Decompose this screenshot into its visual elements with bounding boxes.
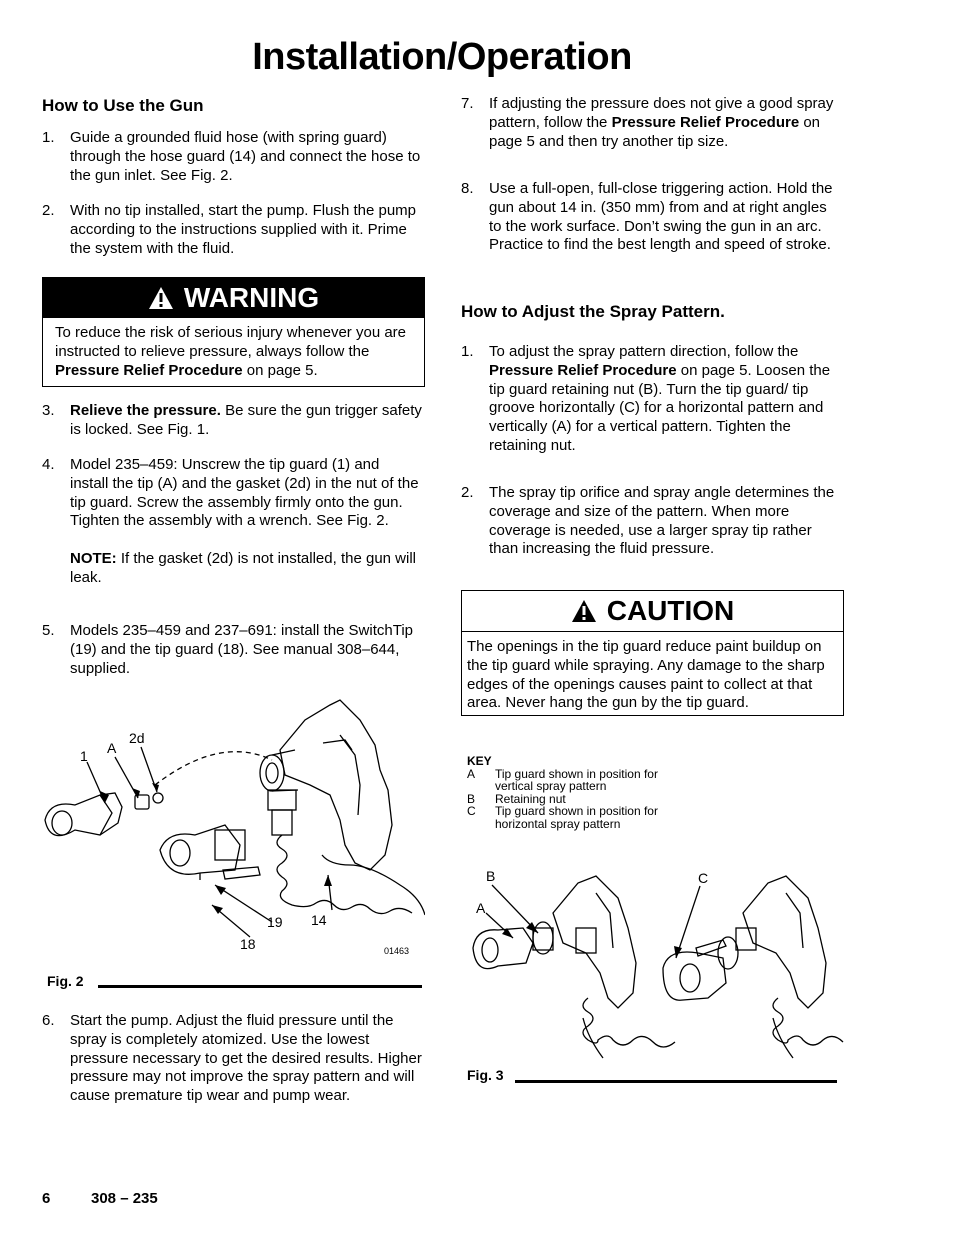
key-letter: C (467, 804, 476, 818)
caution-text: The openings in the tip guard reduce paint buildup on the tip guard while spraying. Any damage to the sharp edges of the openings causes paint to collect at that area. Never hang the gun by the tip guard. (467, 638, 825, 712)
note-label: NOTE: (70, 549, 117, 567)
step-number: 2. (42, 202, 55, 219)
step-text: Model 235–459: Unscrew the tip guard (1) and install the tip (A) and the gasket (2d) in the nut of the tip guard. Screw the assembly firmly onto the gun. Tighten the assembly with a wrench. See Fig. 2. (70, 456, 419, 530)
step-number: 1. (461, 343, 474, 360)
caution-triangle-icon (571, 599, 597, 623)
step-number: 1. (42, 129, 55, 146)
warning-triangle-icon (148, 286, 174, 310)
fig2-label-14: 14 (311, 912, 327, 928)
step-text-b: on page 5. Loosen the tip guard retaining nut (B). Turn the tip guard/ tip groove horizontally (C) for a horizontal pattern and vertically (A) for a vertical pattern. Tighten the retaining nut. (489, 361, 831, 454)
footer-page-number: 6 (42, 1190, 51, 1207)
fig2-label-19: 19 (267, 914, 283, 930)
step-text: The spray tip orifice and spray angle determines the coverage and size of the pattern. When more coverage is needed, use a larger spray tip rather than increasing the fluid pressure. (489, 484, 835, 558)
step-text: Models 235–459 and 237–691: install the SwitchTip (19) and the tip guard (18). See manual 308–644, supplied. (70, 622, 414, 677)
key-item (467, 768, 677, 793)
note-text: If the gasket (2d) is not installed, the gun will leak. (70, 549, 416, 586)
step-text: Use a full-open, full-close triggering action. Hold the gun about 14 in. (350 mm) from and at right angles to the work surface. Don’t swing the gun in an arc. Practice to find the best length and speed of stroke. (489, 180, 833, 254)
step-bold: Pressure Relief Procedure (611, 113, 800, 131)
fig3-caption: Fig. 3 (467, 1067, 504, 1083)
warning-title-text: WARNING (183, 282, 320, 313)
fig2-label-18: 18 (240, 936, 256, 952)
key-desc: Retaining nut (495, 791, 566, 806)
fig3-gun-illustration (468, 868, 844, 1083)
step-bold: Pressure Relief Procedure (489, 361, 677, 379)
fig3-label-C: C (698, 870, 709, 886)
warning-text-a: To reduce the risk of serious injury whenever you are instructed to relieve pressure, always follow the (55, 324, 407, 360)
key-letter: A (467, 766, 476, 781)
fig2-label-1: 1 (80, 748, 88, 764)
step-number: 7. (461, 95, 474, 112)
warning-text-b: on page 5. (242, 361, 318, 379)
step-number: 4. (42, 456, 55, 473)
step-number: 6. (42, 1012, 55, 1029)
step-number: 2. (461, 484, 474, 501)
page-title: Installation/Operation (252, 36, 632, 78)
step-text: Be sure the gun trigger safety is locked. See Fig. 1. (70, 402, 422, 438)
fig2-label-2d: 2d (129, 730, 145, 746)
section-heading-use-gun: How to Use the Gun (42, 96, 204, 115)
warning-body (43, 318, 424, 380)
key-title: KEY (467, 754, 492, 768)
step-bold: Relieve the pressure. (70, 402, 221, 419)
warning-header (43, 278, 424, 318)
caution-header (462, 591, 843, 632)
key-letter: B (467, 791, 476, 806)
caution-title: CAUTION (606, 595, 735, 626)
warning-text-bold: Pressure Relief Procedure (55, 361, 243, 379)
section-heading-adjust-pattern: How to Adjust the Spray Pattern. (461, 302, 725, 321)
fig2-gun-illustration (40, 695, 425, 965)
key-desc: Tip guard shown in position for horizontal spray pattern (495, 804, 658, 831)
fig2-rule (98, 985, 422, 988)
step-text-a: To adjust the spray pattern direction, follow the (489, 343, 799, 360)
fig2-label-A: A (107, 740, 117, 756)
fig3-label-A: A (476, 900, 486, 916)
fig2-code: 01463 (384, 946, 410, 956)
step-text-a: If adjusting the pressure does not give a good spray pattern, follow the (489, 95, 834, 131)
step-number: 3. (42, 402, 55, 419)
step-text: With no tip installed, start the pump. Flush the pump according to the instructions supplied with it. Prime the system with the fluid. (70, 202, 417, 257)
fig3-label-B: B (486, 868, 496, 884)
step-text: Guide a grounded fluid hose (with spring guard) through the hose guard (14) and connect the hose to the gun inlet. See Fig. 2. (70, 129, 421, 184)
fig2-caption: Fig. 2 (47, 973, 84, 989)
step-text: Start the pump. Adjust the fluid pressure until the spray is completely atomized. Use the lowest pressure necessary to get the desired results. Higher pressure may not improve the spray pattern and will cause premature tip wear and pump wear. (70, 1012, 422, 1105)
key-item (467, 805, 677, 830)
warning-box (42, 277, 425, 387)
key-desc: Tip guard shown in position for vertical spray pattern (495, 766, 658, 793)
caution-box (461, 590, 844, 716)
step-text-b: on page 5 and then try another tip size. (489, 113, 821, 150)
fig3-rule (515, 1080, 837, 1083)
footer-doc-number: 308 – 235 (91, 1190, 158, 1207)
step-number: 5. (42, 622, 55, 639)
step-number: 8. (461, 180, 474, 197)
figure-key (467, 755, 677, 830)
